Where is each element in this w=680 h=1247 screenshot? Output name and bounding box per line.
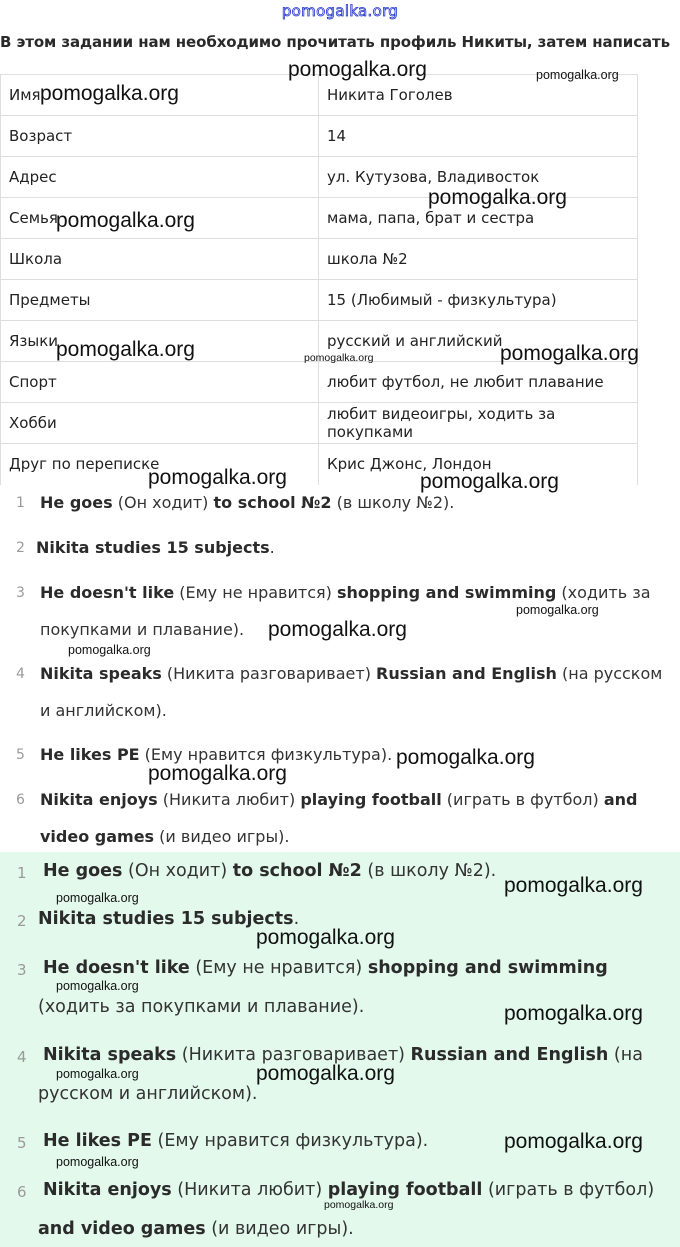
answer-translation: (в школу №2). (331, 493, 455, 512)
watermark: pomogalka.org (288, 58, 427, 81)
item-number: 3 (17, 961, 27, 979)
answer-english: and video games (40, 790, 638, 846)
answer-translation: (Ему нравится физкультура). (151, 1131, 429, 1151)
answer-translation: (Никита любит) (171, 1180, 328, 1200)
watermark: pomogalka.org (56, 1155, 139, 1169)
profile-value: 14 (319, 116, 638, 157)
item-number: 5 (17, 1134, 27, 1152)
item-number: 5 (16, 747, 25, 763)
watermark: pomogalka.org (56, 891, 139, 905)
profile-key: Спорт (1, 362, 319, 403)
answer-english: Nikita enjoys (43, 1180, 172, 1200)
answer-english: Nikita studies 15 subjects (36, 538, 270, 557)
item-number: 1 (16, 495, 25, 511)
answer-translation: (Никита любит) (157, 790, 301, 809)
answer-english: playing football (327, 1180, 483, 1200)
answer-translation: . (293, 909, 300, 929)
answer-english: He doesn't like (40, 583, 175, 602)
item-number: 2 (16, 540, 25, 556)
answer-translation: (играть в футбол) (441, 790, 604, 809)
answer-english: He likes PE (40, 745, 140, 764)
answer-translation: (Он ходит) (122, 861, 233, 881)
profile-key: Семья (1, 198, 319, 239)
watermark: pomogalka.org (504, 1002, 643, 1025)
profile-key: Возраст (1, 116, 319, 157)
table-row (1, 403, 638, 444)
answer-english: He likes PE (43, 1131, 152, 1151)
watermark: pomogalka.org (56, 1067, 139, 1081)
table-row (1, 116, 638, 157)
table-row (1, 239, 638, 280)
profile-table (0, 74, 638, 485)
item-text (40, 655, 676, 729)
profile-value: мама, папа, брат и сестра (319, 198, 638, 239)
item-text (40, 736, 676, 773)
watermark: pomogalka.org (148, 466, 287, 489)
profile-value: ул. Кутузова, Владивосток (319, 157, 638, 198)
item-number: 6 (17, 1183, 27, 1201)
answer-translation: . (269, 538, 275, 557)
watermark: pomogalka.org (420, 470, 559, 493)
profile-value: школа №2 (319, 239, 638, 280)
site-logo: pomogalka.org (281, 2, 399, 20)
profile-value: Крис Джонс, Лондон (319, 444, 638, 485)
answer-english: Nikita speaks (40, 664, 162, 683)
item-text (40, 781, 676, 855)
item-number: 1 (17, 864, 27, 882)
answer-english: shopping and swimming (336, 583, 557, 602)
item-number: 4 (17, 1048, 27, 1066)
profile-key: Школа (1, 239, 319, 280)
watermark: pomogalka.org (504, 1130, 643, 1153)
answer-english: He doesn't like (43, 958, 190, 978)
watermark: pomogalka.org (500, 342, 639, 365)
answer-english: Russian and English (410, 1045, 609, 1065)
profile-key: Адрес (1, 157, 319, 198)
answer-translation: (ходить за покупками и плавание). (40, 583, 651, 639)
watermark: pomogalka.org (56, 338, 195, 361)
answer-translation: (ходить за покупками и плавание). (38, 997, 365, 1017)
profile-key: Предметы (1, 280, 319, 321)
profile-value: Никита Гоголев (319, 75, 638, 116)
watermark: pomogalka.org (516, 603, 599, 617)
answer-translation: (Ему нравится физкультура). (139, 745, 393, 764)
watermark: pomogalka.org (268, 618, 407, 641)
answer-translation: (играть в футбол) (482, 1180, 655, 1200)
answer-translation: (Ему не нравится) (174, 583, 337, 602)
answer-translation: (в школу №2). (361, 861, 497, 881)
item-number: 6 (16, 792, 25, 808)
task-intro: В этом задании нам необходимо прочитать профиль Никиты, затем написать (0, 33, 670, 51)
answer-translation: (и видео игры). (205, 1219, 354, 1239)
answer-english: Nikita speaks (43, 1045, 177, 1065)
table-row (1, 362, 638, 403)
watermark: pomogalka.org (256, 1062, 395, 1085)
answer-english: Nikita enjoys (40, 790, 158, 809)
answer-english: shopping and swimming (367, 958, 608, 978)
answer-translation: (Он ходит) (112, 493, 214, 512)
answer-english: Russian and English (376, 664, 557, 683)
watermark: pomogalka.org (256, 926, 395, 949)
item-number: 4 (16, 666, 25, 682)
table-row (1, 280, 638, 321)
watermark: pomogalka.org (536, 68, 619, 82)
profile-value: русский и английский (319, 321, 638, 362)
watermark: pomogalka.org (504, 874, 643, 897)
answer-english: He goes (43, 861, 123, 881)
answer-translation: (Ему не нравится) (189, 958, 368, 978)
item-number: 3 (16, 585, 25, 601)
watermark: pomogalka.org (56, 979, 139, 993)
watermark: pomogalka.org (56, 209, 195, 232)
profile-key: Друг по переписке (1, 444, 319, 485)
answer-translation: (на русском и английском). (38, 1045, 643, 1104)
item-number: 2 (17, 912, 27, 930)
answer-translation: (Никита разговаривает) (176, 1045, 411, 1065)
profile-value: любит футбол, не любит плавание (319, 362, 638, 403)
answer-translation: (на русском и английском). (40, 664, 663, 720)
answer-english: to school №2 (213, 493, 332, 512)
watermark: pomogalka.org (304, 352, 374, 364)
answer-english: Nikita studies 15 subjects (38, 909, 294, 929)
item-text (36, 529, 676, 566)
profile-value: любит видеоигры, ходить за покупками (319, 403, 638, 444)
answer-english: and video games (38, 1219, 206, 1239)
answer-english: playing football (300, 790, 442, 809)
profile-key: Языки (1, 321, 319, 362)
watermark: pomogalka.org (428, 186, 567, 209)
answer-english: to school №2 (232, 861, 362, 881)
watermark: pomogalka.org (40, 82, 179, 105)
watermark: pomogalka.org (324, 1199, 394, 1211)
profile-key: Имя (1, 75, 319, 116)
profile-key: Хобби (1, 403, 319, 444)
item-text (40, 484, 676, 521)
answer-english: He goes (40, 493, 113, 512)
answer-translation: (и видео игры). (154, 827, 290, 846)
watermark: pomogalka.org (396, 746, 535, 769)
watermark: pomogalka.org (68, 643, 151, 657)
watermark: pomogalka.org (148, 762, 287, 785)
profile-value: 15 (Любимый - физкультура) (319, 280, 638, 321)
answer-translation: (Никита разговаривает) (161, 664, 377, 683)
